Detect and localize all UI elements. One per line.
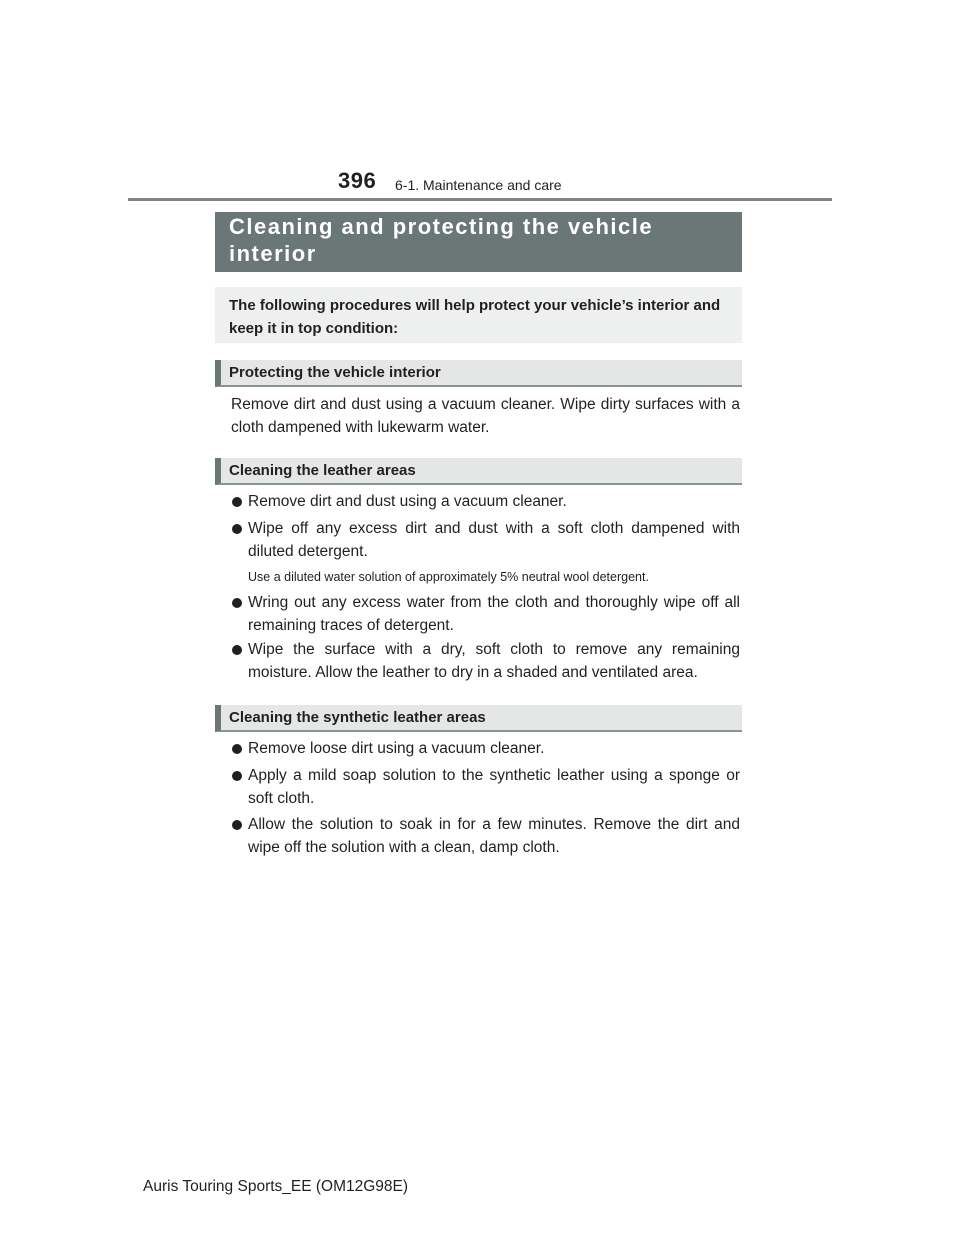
list-item-text: Wring out any excess water from the cloth and thoroughly wipe off all remaining traces of detergent. (248, 594, 740, 634)
list-item (231, 638, 740, 684)
list-item (231, 591, 740, 637)
note-text: Use a diluted water solution of approximately 5% neutral wool detergent. (248, 570, 649, 584)
bullet-icon (232, 645, 242, 655)
header-divider (128, 198, 832, 201)
list-item-text: Allow the solution to soak in for a few minutes. Remove the dirt and wipe off the solution with a clean, damp cloth. (248, 816, 740, 856)
list-item-text: Remove loose dirt using a vacuum cleaner. (248, 740, 545, 757)
bullet-icon (232, 524, 242, 534)
list-item-text: Remove dirt and dust using a vacuum cleaner. (248, 493, 567, 510)
bullet-icon (232, 820, 242, 830)
list-item (231, 490, 740, 513)
bullet-icon (232, 744, 242, 754)
page-footer: Auris Touring Sports_EE (OM12G98E) (143, 1178, 409, 1195)
section-breadcrumb: 6-1. Maintenance and care (395, 177, 562, 193)
bullet-icon (232, 771, 242, 781)
page-title: Cleaning and protecting the vehicle interior (215, 212, 742, 272)
list-item (231, 813, 740, 859)
section-heading-synthetic-leather: Cleaning the synthetic leather areas (215, 705, 742, 732)
list-item-text: Apply a mild soap solution to the synthetic leather using a sponge or soft cloth. (248, 767, 740, 807)
bullet-icon (232, 497, 242, 507)
list-item-text: Wipe off any excess dirt and dust with a soft cloth dampened with diluted detergent. (248, 520, 740, 560)
list-item (231, 764, 740, 810)
section-heading-protecting: Protecting the vehicle interior (215, 360, 742, 387)
bullet-icon (232, 598, 242, 608)
intro-text: The following procedures will help protect your vehicle’s interior and keep it in top condition: (215, 287, 742, 343)
section-heading-leather: Cleaning the leather areas (215, 458, 742, 485)
list-item-text: Wipe the surface with a dry, soft cloth to remove any remaining moisture. Allow the leather to dry in a shaded and ventilated area. (248, 641, 740, 681)
page-number: 396 (338, 168, 377, 193)
section-paragraph: Remove dirt and dust using a vacuum cleaner. Wipe dirty surfaces with a cloth dampened with lukewarm water. (231, 396, 740, 436)
list-item (231, 737, 740, 760)
list-item (231, 517, 740, 563)
